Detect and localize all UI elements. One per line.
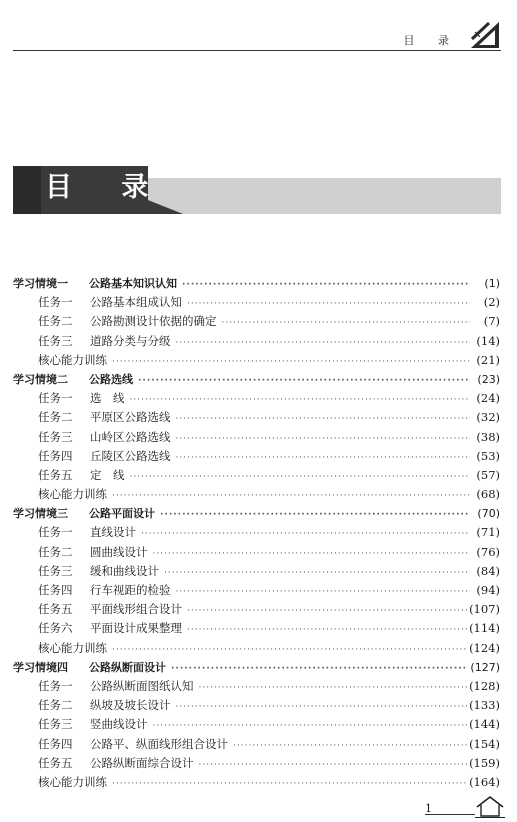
toc-leader-dots [112, 353, 470, 372]
toc-leader-dots [112, 775, 467, 794]
toc-entry-title: 选 线 [90, 391, 125, 406]
toc-entry-page: (7) [483, 314, 500, 329]
toc-leader-dots [187, 621, 467, 640]
toc-entry-page: (107) [469, 602, 500, 617]
toc-entry-number: 任务四 [38, 736, 73, 751]
toc-entry-title: 直线设计 [90, 525, 136, 540]
toc-entry-label [38, 447, 171, 466]
toc-entry-number: 学习情境四 [13, 660, 68, 674]
toc-leader-dots [176, 449, 471, 468]
toc-entry-title: 平面设计成果整理 [90, 621, 182, 636]
toc-entry-number: 任务一 [38, 391, 73, 406]
toc-entry-title: 核心能力训练 [38, 774, 107, 789]
toc-leader-dots [176, 430, 471, 449]
toc-leader-dots [130, 391, 471, 410]
toc-entry-label [38, 543, 148, 562]
toc-entry-label [38, 696, 171, 715]
toc-entry-title: 丘陵区公路选线 [90, 448, 171, 463]
toc-leader-dots [160, 506, 470, 525]
toc-entry-training [13, 773, 500, 792]
toc-entry-section [13, 658, 500, 677]
toc-entry-title: 公路平、纵面线形组合设计 [90, 736, 228, 751]
toc-entry-label [38, 619, 182, 638]
toc-entry-title: 核心能力训练 [38, 640, 107, 655]
toc-entry-number: 学习情境一 [13, 277, 68, 290]
toc-entry-title: 公路勘测设计依据的确定 [90, 314, 217, 329]
toc-entry-label [38, 389, 125, 408]
toc-entry-label [38, 485, 107, 504]
toc-entry-section [13, 504, 500, 523]
toc-entry-page: (57) [476, 467, 500, 482]
toc-entry-number: 学习情境二 [13, 372, 68, 386]
toc-leader-dots [112, 487, 470, 506]
toc-entry-title: 平原区公路选线 [90, 410, 171, 425]
toc-entry-page: (2) [483, 295, 500, 310]
toc-leader-dots [176, 583, 471, 602]
toc-entry-page: (159) [469, 755, 500, 770]
toc-entry-task [13, 447, 500, 466]
toc-leader-dots [187, 602, 467, 621]
toc-entry-task [13, 312, 500, 331]
ruler-triangle-icon [469, 20, 501, 50]
toc-entry-title: 山岭区公路选线 [90, 429, 171, 444]
toc-entry-task [13, 523, 500, 542]
toc-entry-number: 任务二 [38, 314, 73, 329]
toc-entry-label [38, 466, 125, 485]
toc-entry-task [13, 735, 500, 754]
toc-entry-section [13, 370, 500, 389]
toc-entry-task [13, 562, 500, 581]
toc-entry-label [38, 715, 148, 734]
toc-entry-task [13, 293, 500, 312]
toc-entry-number: 任务三 [38, 429, 73, 444]
toc-entry-title: 公路纵断面图纸认知 [90, 678, 194, 693]
toc-entry-page: (133) [469, 698, 500, 713]
house-icon [475, 795, 505, 819]
toc-entry-title: 纵坡及坡长设计 [90, 698, 171, 713]
toc-entry-label [38, 581, 171, 600]
toc-entry-number: 任务三 [38, 563, 73, 578]
toc-entry-title: 公路平面设计 [89, 507, 155, 521]
toc-entry-number: 任务五 [38, 602, 73, 617]
toc-entry-page: (71) [476, 525, 500, 540]
toc-entry-number: 任务三 [38, 333, 73, 348]
toc-entry-title: 公路选线 [89, 372, 133, 386]
banner-title: 目 录 [45, 172, 169, 203]
toc-entry-title: 平面线形组合设计 [90, 602, 182, 617]
toc-entry-task [13, 332, 500, 351]
toc-leader-dots [187, 295, 470, 314]
toc-entry-title: 公路基本知识认知 [89, 277, 177, 290]
toc-entry-number: 学习情境三 [13, 507, 68, 521]
toc-entry-number: 任务五 [38, 467, 73, 482]
page-footer [425, 791, 505, 819]
toc-entry-task [13, 389, 500, 408]
toc-entry-task [13, 715, 500, 734]
toc-entry-label [38, 428, 171, 447]
toc-entry-page: (32) [476, 410, 500, 425]
toc-leader-dots [164, 564, 470, 583]
toc-entry-number: 任务一 [38, 525, 73, 540]
toc-banner [13, 166, 501, 214]
running-header [13, 20, 501, 51]
toc-entry-number: 任务四 [38, 448, 73, 463]
toc-entry-training [13, 485, 500, 504]
toc-entry-page: (38) [476, 429, 500, 444]
toc-entry-task [13, 696, 500, 715]
toc-entry-title: 圆曲线设计 [90, 544, 148, 559]
toc-entry-number: 任务五 [38, 755, 73, 770]
toc-entry-page: (127) [470, 660, 500, 674]
toc-leader-dots [176, 698, 468, 717]
toc-entry-number: 任务二 [38, 544, 73, 559]
toc-entry-title: 公路纵断面设计 [89, 660, 166, 674]
toc-entry-title: 定 线 [90, 467, 125, 482]
toc-entry-label [38, 677, 194, 696]
toc-entry-page: (144) [469, 717, 500, 732]
toc-entry-number: 任务一 [38, 678, 73, 693]
toc-entry-task [13, 677, 500, 696]
toc-entry-page: (21) [476, 352, 500, 367]
toc-entry-page: (68) [476, 487, 500, 502]
toc-entry-title: 核心能力训练 [38, 352, 107, 367]
toc-leader-dots [222, 314, 471, 333]
toc-entry-task [13, 754, 500, 773]
toc-leader-dots [233, 737, 467, 756]
toc-entry-page: (24) [476, 391, 500, 406]
toc-entry-page: (1) [484, 277, 500, 290]
toc-entry-page: (70) [477, 507, 500, 521]
toc-entry-task [13, 600, 500, 619]
toc-entry-task [13, 581, 500, 600]
toc-entry-task [13, 428, 500, 447]
toc-entry-label [13, 504, 155, 523]
toc-entry-task [13, 466, 500, 485]
toc-entry-title: 行车视距的检验 [90, 583, 171, 597]
toc-entry-title: 道路分类与分级 [90, 333, 171, 348]
toc-entry-label [13, 370, 133, 389]
toc-entry-title: 缓和曲线设计 [90, 563, 159, 578]
toc-entry-section [13, 274, 500, 293]
footer-rule [425, 814, 475, 815]
toc-entry-label [38, 293, 182, 312]
toc-entry-label [38, 312, 217, 331]
page-number: 1 [425, 802, 432, 815]
toc-leader-dots [153, 545, 471, 564]
toc-leader-dots [171, 660, 468, 679]
toc-entry-label [38, 332, 171, 351]
toc-entry-training [13, 639, 500, 658]
toc-entry-label [38, 754, 194, 773]
toc-entry-label [38, 562, 159, 581]
toc-entry-label [38, 523, 136, 542]
toc-entry-label [38, 735, 228, 754]
toc-entry-number: 任务一 [38, 295, 73, 310]
toc-leader-dots [199, 679, 468, 698]
toc-leader-dots [182, 276, 470, 295]
toc-leader-dots [130, 468, 471, 487]
toc-entry-page: (53) [476, 448, 500, 463]
toc-entry-page: (128) [469, 678, 500, 693]
toc-entry-page: (23) [477, 372, 500, 386]
header-title: 目 录 [403, 34, 459, 47]
toc-entry-number: 任务六 [38, 621, 73, 636]
toc-entry-page: (124) [469, 640, 500, 655]
toc-entry-page: (84) [476, 563, 500, 578]
toc-entry-title: 公路基本组成认知 [90, 295, 182, 310]
toc-entry-label [38, 773, 107, 792]
toc-entry-title: 公路纵断面综合设计 [90, 755, 194, 770]
toc-entry-number: 任务四 [38, 583, 73, 597]
toc-entry-label [38, 408, 171, 427]
toc-entry-page: (76) [476, 544, 500, 559]
table-of-contents [13, 274, 500, 792]
toc-entry-number: 任务二 [38, 698, 73, 713]
toc-entry-task [13, 408, 500, 427]
toc-entry-label [13, 658, 166, 677]
toc-leader-dots [141, 525, 470, 544]
toc-leader-dots [199, 756, 468, 775]
toc-entry-training [13, 351, 500, 370]
toc-entry-title: 核心能力训练 [38, 487, 107, 502]
toc-leader-dots [176, 410, 471, 429]
toc-entry-task [13, 543, 500, 562]
toc-leader-dots [138, 372, 470, 391]
toc-entry-title: 竖曲线设计 [90, 717, 148, 732]
toc-entry-page: (14) [476, 333, 500, 348]
toc-entry-task [13, 619, 500, 638]
toc-entry-page: (94) [476, 583, 500, 597]
toc-entry-number: 任务三 [38, 717, 73, 732]
toc-leader-dots [176, 334, 471, 353]
toc-entry-page: (154) [469, 736, 500, 751]
toc-entry-page: (164) [469, 774, 500, 789]
toc-entry-label [13, 274, 177, 293]
toc-entry-number: 任务二 [38, 410, 73, 425]
toc-entry-label [38, 600, 182, 619]
toc-entry-page: (114) [469, 621, 500, 636]
toc-entry-label [38, 639, 107, 658]
toc-entry-label [38, 351, 107, 370]
